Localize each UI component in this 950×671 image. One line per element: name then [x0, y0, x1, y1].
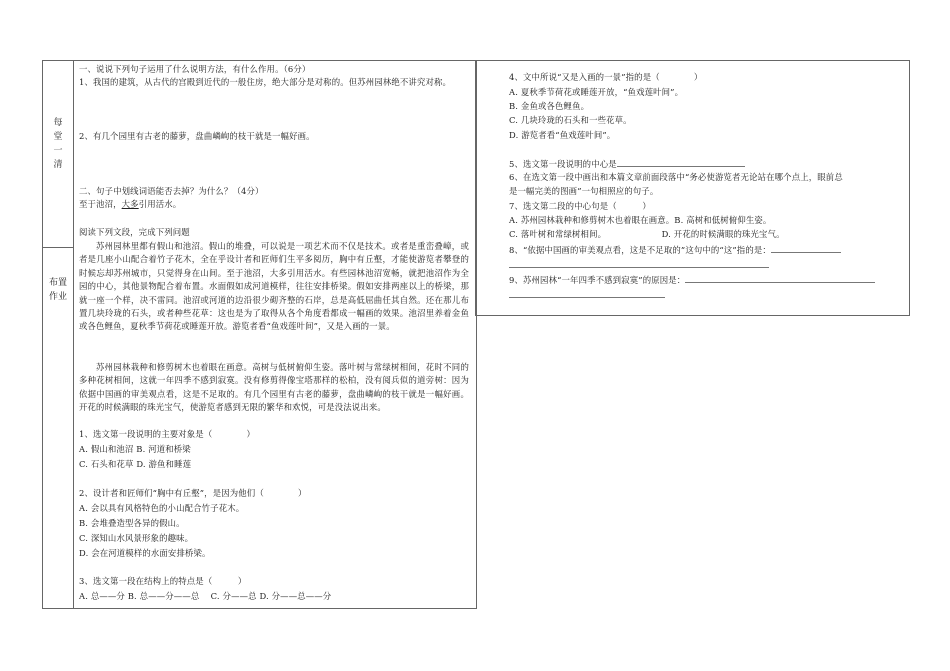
- question-9: 9、苏州园林“一年四季不感到寂寞”的原因是：: [509, 273, 875, 287]
- label-homework: 布置 作业: [48, 278, 67, 302]
- question-4: 4、文中所说“又是入画的一景”指的是（ ）: [509, 72, 703, 82]
- question-1: 1、选文第一段说明的主要对象是（ ）: [79, 429, 255, 439]
- side-row-divider: [42, 247, 74, 248]
- answer-blank[interactable]: [617, 157, 745, 167]
- section1-question2: 2、有几个园里有古老的藤萝，盘曲嶙峋的枝干就是一幅好画。: [79, 131, 315, 141]
- answer-blank[interactable]: [509, 258, 769, 268]
- label-daily-review: 每 堂 一 清: [53, 118, 63, 170]
- answer-blank[interactable]: [509, 288, 665, 298]
- question-8: 8、“依据中国画的审美观点看，这是不足取的”这句中的“这”指的是：: [509, 243, 841, 257]
- question-4-option: B. 金鱼或各色鲤鱼。: [509, 101, 590, 111]
- question-6-line1: 6、在选文第一段中画出和本篇文章前面段落中“务必使游览者无论站在哪个点上，眼前总: [509, 172, 843, 182]
- section2-title: 二、句子中划线词语能否去掉？为什么？（4分）: [79, 186, 264, 196]
- section2-sentence: 至于池沼，大多引用活水。: [79, 199, 182, 209]
- question-7-option: C. 落叶树和常绿树相间。 D. 开花的时候满眼的珠光宝气。: [509, 229, 785, 239]
- question-7-option: A. 苏州园林栽种和修剪树木也着眼在画意。B. 高树和低树俯仰生姿。: [509, 215, 772, 225]
- question-2-option: A. 会以具有风格特色的小山配合竹子花木。: [79, 503, 245, 513]
- passage-paragraph-1: 苏州园林里都有假山和池沼。假山的堆叠，可以说是一项艺术而不仅是技术。或者是重峦叠嶂，或者是几座小山配合着竹子花木，全在乎设计者和匠师们生平多阅历，胸中有丘壑，才能使游览者攀登的时候忘却苏州城市，只觉得身在山间。至于池沼，大多引用活水。有些园林池沼宽畅，就把池沼作为全园的中心，其他景物配合着布置。水面假如成河道模样，往往安排桥梁。假如安排两座以上的桥梁，那就一座一个样，决不雷同。池沼或河道的边沿很少砌齐整的石岸，总是高低屈曲任其自然。还在那儿布置几块玲珑的石头，或者种些花草：这也是为了取得从各个角度看都成一幅画的效果。池沼里养着金鱼或各色鲤鱼，夏秋季节荷花或睡莲开放。游览者看“鱼戏莲叶间”，又是入画的一景。: [79, 241, 469, 332]
- question-7: 7、选文第二段的中心句是（ ）: [509, 201, 651, 211]
- question-5: 5、选文第一段说明的中心是: [509, 157, 745, 171]
- passage-paragraph-2: 苏州园林栽种和修剪树木也着眼在画意。高树与低树俯仰生姿。落叶树与常绿树相间，花时不同的多种花树相间，这就一年四季不感到寂寞。没有修剪得像宝塔那样的松柏，没有阅兵似的道旁树：因为依据中国画的审美观点看，这是不足取的。有几个园里有古老的藤萝，盘曲嶙峋的枝干就是一幅好画。开花的时候满眼的珠光宝气，使游览者感到无限的繁华和欢悦，可是没法说出来。: [79, 362, 469, 413]
- question-1-option: C. 石头和花草 D. 游鱼和睡莲: [79, 459, 192, 469]
- question-4-option: C. 几块玲珑的石头和一些花草。: [509, 115, 632, 125]
- reading-instruction: 阅读下列文段，完成下列问题: [79, 227, 190, 237]
- question-3: 3、选文第一段在结构上的特点是（ ）: [79, 576, 247, 586]
- answer-blank[interactable]: [685, 273, 875, 283]
- side-column-divider: [73, 60, 74, 608]
- question-3-options: A. 总——分 B. 总——分——总 C. 分——总 D. 分——总——分: [79, 591, 332, 601]
- question-4-option: A. 夏秋季节荷花或睡莲开放，“鱼戏莲叶间”。: [509, 87, 684, 97]
- question-2-option: B. 会堆叠造型各异的假山。: [79, 518, 185, 528]
- question-2: 2、设计者和匠师们“胸中有丘壑”，是因为他们（ ）: [79, 488, 307, 498]
- question-1-option: A. 假山和池沼 B. 河道和桥梁: [79, 444, 191, 454]
- question-2-option: C. 深知山水风景形象的趣味。: [79, 533, 194, 543]
- question-4-option: D. 游览者看“鱼戏莲叶间”。: [509, 130, 616, 140]
- answer-blank[interactable]: [771, 243, 841, 253]
- question-2-option: D. 会在河道模样的水面安排桥梁。: [79, 548, 211, 558]
- underlined-word: 大多: [121, 199, 139, 209]
- section1-title: 一、说说下列句子运用了什么说明方法，有什么作用。（6分）: [79, 64, 311, 74]
- question-6-line2: 是一幅完美的图画”一句相照应的句子。: [509, 186, 659, 196]
- section1-question1: 1、我国的建筑，从古代的宫殿到近代的一般住房，绝大部分是对称的。但苏州园林绝不讲究对称。: [79, 77, 452, 87]
